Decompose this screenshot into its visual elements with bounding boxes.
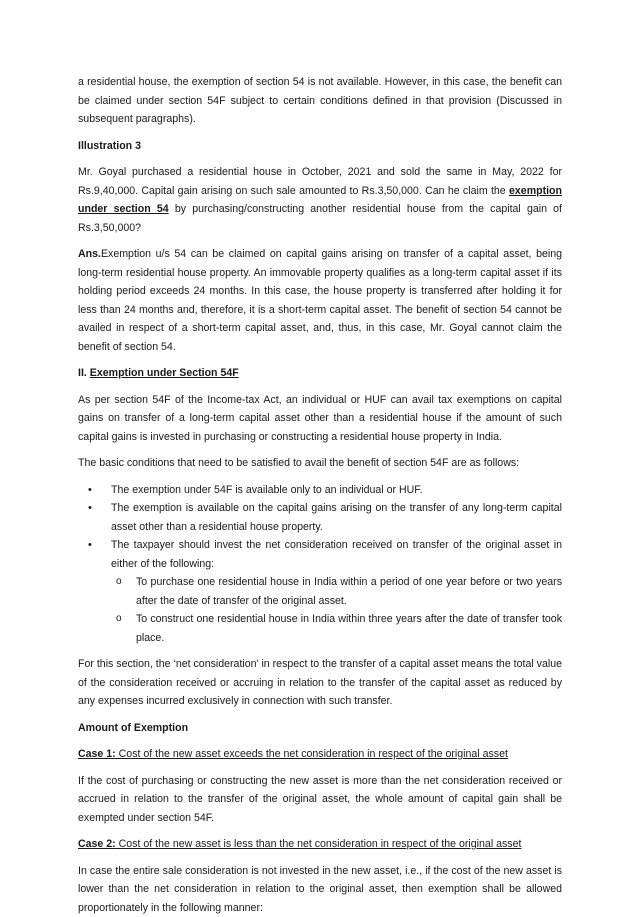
answer-label: Ans.: [78, 248, 101, 260]
amount-heading: Amount of Exemption: [78, 719, 562, 738]
case-2-paragraph: In case the entire sale consideration is not invested in the new asset, i.e., if the cost of the new asset is lower than the net consideration in relation to the original asset, then exemption shall be allowed proportionately in the following manner:: [78, 862, 562, 917]
list-item: • The exemption is available on the capital gains arising on the transfer of any long-term capital asset other than a residential house property.: [111, 499, 562, 536]
investment-options-list: [111, 573, 562, 647]
answer-text: Exemption u/s 54 can be claimed on capital gains arising on transfer of a capital asset, being long-term residential house property. An immovable property qualifies as a long-term capital asset if its holding period exceeds 24 months. In this case, the house property is transferred after holding it for less than 24 months and, therefore, it is a short-term capital asset. The benefit of section 54 cannot be availed in respect of a short-term capital asset, and, thus, in this case, Mr. Goyal cannot claim the benefit of section 54.: [78, 248, 562, 353]
section-paragraph-1: As per section 54F of the Income-tax Act, an individual or HUF can avail tax exemptions on capital gains on transfer of a long-term capital asset other than a residential house if the amount of such capital gains is invested in purchasing or constructing a residential house property in India.: [78, 391, 562, 447]
case-2-heading: [78, 835, 562, 854]
case-1-paragraph: If the cost of purchasing or constructing the new asset is more than the net consideration received or accrued in relation to the transfer of the original asset, the whole amount of capital gain shall be exempted under section 54F.: [78, 772, 562, 828]
illustration-answer: [78, 245, 562, 356]
question-text-1: Mr. Goyal purchased a residential house in October, 2021 and sold the same in May, 2022 for Rs.9,40,000. Capital gain arising on such sale amounted to Rs.3,50,000. Can he claim the: [78, 166, 562, 197]
intro-paragraph: a residential house, the exemption of section 54 is not available. However, in this case, the benefit can be claimed under section 54F subject to certain conditions defined in that provision (Discussed in subsequent paragraphs).: [78, 73, 562, 129]
list-item: • The exemption under 54F is available only to an individual or HUF.: [111, 481, 562, 500]
conditions-list: [78, 481, 562, 648]
section-title: Exemption under Section 54F: [90, 367, 239, 379]
case-1-heading: [78, 745, 562, 764]
list-item: [111, 536, 562, 647]
illustration-heading: Illustration 3: [78, 137, 562, 156]
question-text-2: by purchasing/constructing another residential house from the capital gain of Rs.3,50,000?: [78, 203, 562, 234]
case-2-label: Case 2:: [78, 838, 116, 850]
list-item-text: The taxpayer should invest the net consideration received on transfer of the original asset in either of the following:: [111, 539, 562, 570]
case-1-label: Case 1:: [78, 748, 116, 760]
section-heading: [78, 364, 562, 383]
section-paragraph-2: The basic conditions that need to be satisfied to avail the benefit of section 54F are as follows:: [78, 454, 562, 473]
case-1-title: Cost of the new asset exceeds the net consideration in respect of the original asset: [116, 748, 508, 760]
net-consideration-paragraph: For this section, the ‘net consideration’ in respect to the transfer of a capital asset means the total value of the consideration received or accruing in relation to the transfer of the capital asset as reduced by any expenses incurred exclusively in connection with such transfer.: [78, 655, 562, 711]
illustration-question: [78, 163, 562, 237]
sub-list-item: o To construct one residential house in India within three years after the date of transfer took place.: [136, 610, 562, 647]
case-2-title: Cost of the new asset is less than the net consideration in respect of the original asset: [116, 838, 522, 850]
sub-list-item: o To purchase one residential house in India within a period of one year before or two years after the date of transfer of the original asset.: [136, 573, 562, 610]
section-number: II.: [78, 367, 87, 379]
exemption-section-54-link[interactable]: exemption under section 54: [78, 185, 562, 216]
